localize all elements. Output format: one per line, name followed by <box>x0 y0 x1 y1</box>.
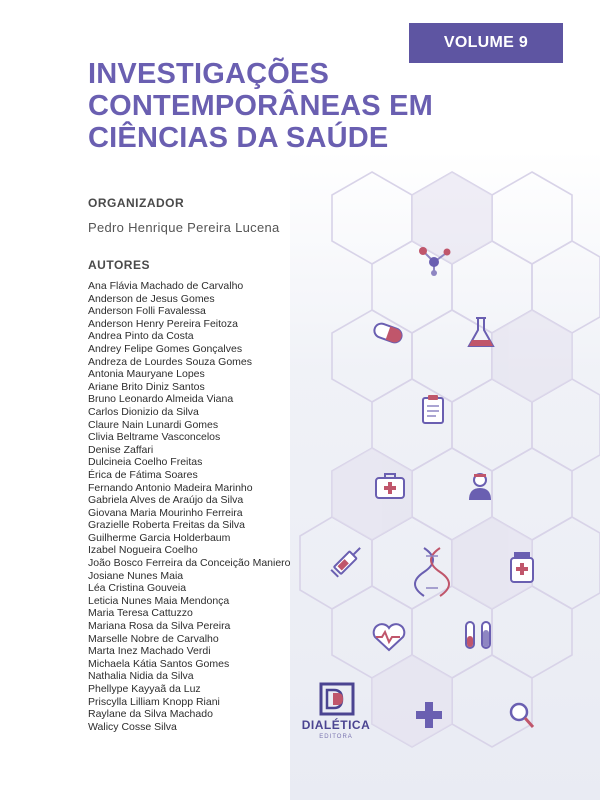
author-item: Anderson Folli Favalessa <box>88 305 206 318</box>
author-item: Grazielle Roberta Freitas da Silva <box>88 519 245 532</box>
author-item: Anderson de Jesus Gomes <box>88 292 215 305</box>
author-item: Gabriela Alves de Araújo da Silva <box>88 494 244 507</box>
author-item: Ariane Brito Diniz Santos <box>88 380 205 393</box>
author-item: Fernando Antonio Madeira Marinho <box>88 481 253 494</box>
title-line: CIÊNCIAS DA SAÚDE <box>88 122 389 154</box>
author-item: Marta Inez Machado Verdi <box>88 645 211 658</box>
author-item: Guilherme Garcia Holderbaum <box>88 531 231 544</box>
medicine-bottle-icon <box>511 552 533 582</box>
author-list <box>88 280 291 733</box>
author-item: Antonia Mauryane Lopes <box>88 368 205 381</box>
author-item: Andrey Felipe Gomes Gonçalves <box>88 342 243 355</box>
author-item: Denise Zaffari <box>88 443 154 456</box>
author-item: Ana Flávia Machado de Carvalho <box>88 280 244 292</box>
title-line: CONTEMPORÂNEAS EM <box>88 90 433 122</box>
author-item: Izabel Nogueira Coelho <box>88 544 198 557</box>
author-item: Phellype Kayyaã da Luz <box>88 683 201 695</box>
author-item: Giovana Maria Mourinho Ferreira <box>88 506 243 519</box>
author-item: João Bosco Ferreira da Conceição Maniero <box>88 557 291 570</box>
author-item: Nathalia Nidia da Silva <box>88 670 194 683</box>
publisher-subtitle: EDITORA <box>319 734 353 740</box>
author-item: Walicy Cosse Silva <box>88 720 177 733</box>
clipboard-icon <box>423 395 443 423</box>
author-item: Raylane da Silva Machado <box>88 708 213 721</box>
authors-label: AUTORES <box>88 258 150 272</box>
publisher-logo <box>302 680 372 742</box>
author-item: Léa Cristina Gouveia <box>88 582 187 595</box>
author-item: Érica de Fátima Soares <box>88 468 198 481</box>
title-line: INVESTIGAÇÕES <box>88 58 330 90</box>
author-item: Josiane Nunes Maia <box>88 569 184 582</box>
author-item: Michaela Kátia Santos Gomes <box>88 657 230 670</box>
author-item: Claure Nain Lunardi Gomes <box>88 418 219 431</box>
first-aid-kit-icon <box>376 474 404 498</box>
author-item: Clivia Beltrame Vasconcelos <box>88 431 221 444</box>
organizer-name: Pedro Henrique Pereira Lucena <box>88 220 280 235</box>
author-item: Carlos Dionizio da Silva <box>88 405 199 418</box>
author-item: Dulcineia Coelho Freitas <box>88 456 203 469</box>
author-item: Marselle Nobre de Carvalho <box>88 632 219 645</box>
volume-badge: VOLUME 9 <box>409 23 563 63</box>
book-title <box>88 58 508 154</box>
author-item: Priscylla Lilliam Knopp Riani <box>88 695 220 708</box>
author-item: Andrea Pinto da Costa <box>88 330 194 343</box>
publisher-name: DIALÉTICA <box>301 718 371 732</box>
author-item: Andreza de Lourdes Souza Gomes <box>88 355 253 368</box>
author-item: Maria Teresa Cattuzzo <box>88 607 193 620</box>
author-item: Anderson Henry Pereira Feitoza <box>88 317 238 330</box>
organizer-label: ORGANIZADOR <box>88 196 185 210</box>
author-item: Bruno Leonardo Almeida Viana <box>88 393 234 406</box>
author-item: Leticia Nunes Maia Mendonça <box>88 594 230 607</box>
author-item: Mariana Rosa da Silva Pereira <box>88 620 231 633</box>
